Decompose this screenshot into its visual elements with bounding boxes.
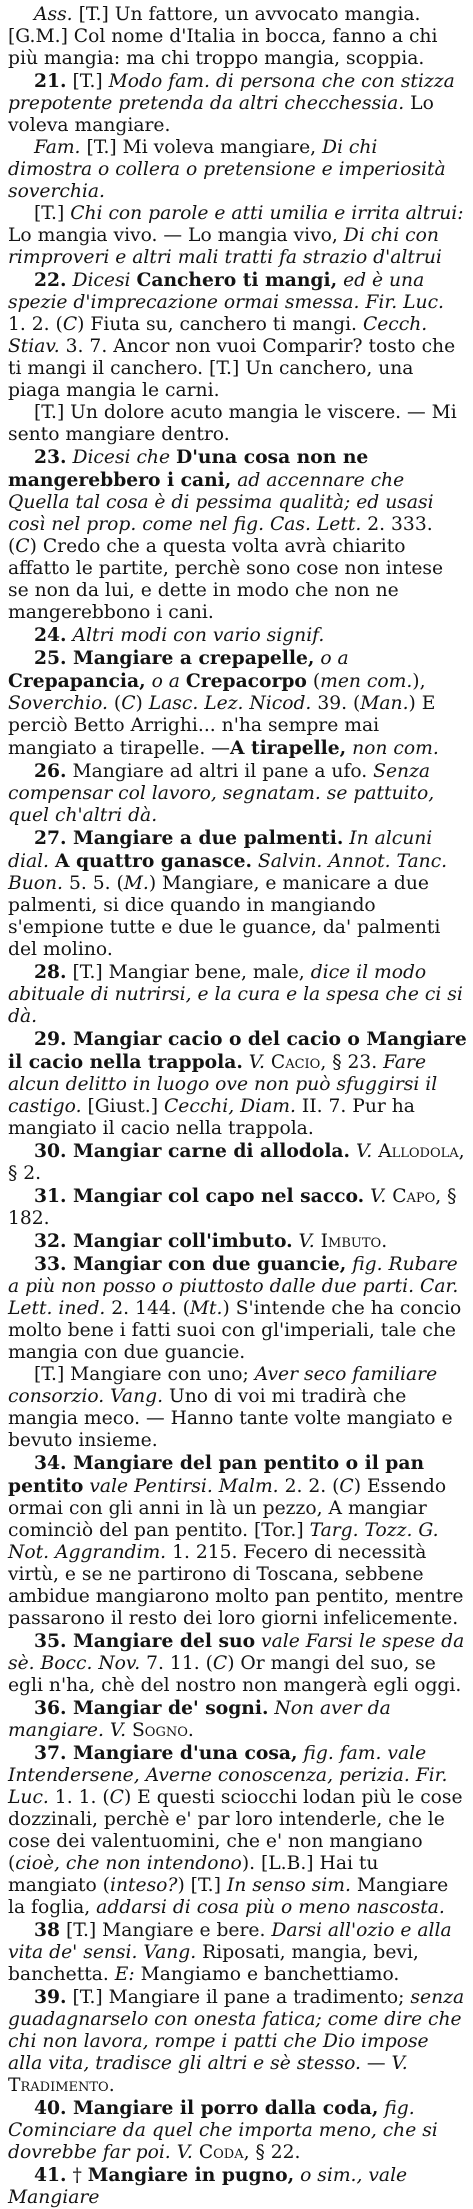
entry-paragraph: 32. Mangiar coll'imbuto. V. Imbuto.	[34, 1230, 388, 1252]
entry-paragraph: 38 [T.] Mangiare e bere. Darsi all'ozio e alla vita de' sensi. Vang. Riposati, mangia, bevi, banchetta. E: Mangiamo e banchettiamo.	[8, 1919, 452, 1985]
entry-paragraph: 28. [T.] Mangiar bene, male, dice il modo abituale di nutrirsi, e la cura e la spesa che ci si dà.	[8, 961, 463, 1027]
entry-paragraph: 21. [T.] Modo fam. di persona che con stizza prepotente pretenda da altri checchessia. Lo voleva mangiare.	[8, 70, 455, 136]
entry-paragraph: 22. Dicesi Canchero ti mangi, ed è una spezie d'imprecazione ormai smessa. Fir. Luc. 1. 2. (C) Fiuta su, canchero ti mangi. Cecch. Stiav. 3. 7. Ancor non vuoi Comparir? tosto che ti mangi il canchero. [T.] Un canchero, una piaga mangia le carni.	[8, 269, 456, 401]
entry-paragraph: 35. Mangiare del suo vale Farsi le spese da sè. Bocc. Nov. 7. 11. (C) Or mangi del suo, se egli n'ha, chè del nostro non mangerà egli oggi.	[8, 1630, 465, 1696]
entry-paragraph: Ass. [T.] Un fattore, un avvocato mangia. [G.M.] Col nome d'Italia in bocca, fanno a chi più mangia: ma chi troppo mangia, scoppia.	[8, 4, 438, 69]
entry-paragraph: 27. Mangiare a due palmenti. In alcuni dial. A quattro ganasce. Salvin. Annot. Tanc. Buon. 5. 5. (M.) Mangiare, e manicare a due palmenti, si dice quando in mangiando s'empione tutte e due le guance, da' palmenti del molino.	[8, 827, 448, 960]
entry-paragraph: 34. Mangiare del pan pentito o il pan pentito vale Pentirsi. Malm. 2. 2. (C) Essendo ormai con gli anni in là un pezzo, A mangiar cominciò del pan pentito. [Tor.] Targ. Tozz. G. Not. Aggrandim. 1. 215. Fecero di necessità virtù, e se ne partirono di Toscana, sebbene ambidue mangiarono molto pan pentito, mentre passarono il resto dei loro giorni infelicemente.	[8, 1452, 464, 1629]
entry-paragraph: 41. † Mangiare in pugno, o sim., vale Mangiare	[8, 2164, 408, 2208]
entry-paragraph: 40. Mangiare il porro dalla coda, fig. Cominciare da quel che importa meno, che si dovrebbe far poi. V. Coda, § 22.	[8, 2097, 438, 2163]
entry-paragraph: 29. Mangiar cacio o del cacio o Mangiare il cacio nella trappola. V. Cacio, § 23. Fare alcun delitto in luogo ove non può sfuggirsi il castigo. [Giust.] Cecchi, Diam. II. 7. Pur ha mangiato il cacio nella trappola.	[8, 1028, 467, 1139]
entry-paragraph: [T.] Un dolore acuto mangia le viscere. — Mi sento mangiare dentro.	[8, 402, 457, 445]
entry-paragraph: 24. Altri modi con vario signif.	[34, 624, 325, 646]
entry-paragraph: 26. Mangiare ad altri il pane a ufo. Senza compensar col lavoro, segnatam. se pattuito, quel ch'altri dà.	[8, 760, 435, 826]
entry-paragraph: 25. Mangiare a crepapelle, o a Crepapancia, o a Crepacorpo (men com.), Soverchio. (C) Lasc. Lez. Nicod. 39. (Man.) E perciò Betto Arrighi... n'ha sempre mai mangiato a tirapelle. —A tirapelle, non com.	[8, 647, 439, 759]
text-column	[8, 4, 467, 2209]
entry-paragraph: 31. Mangiar col capo nel sacco. V. Capo, § 182.	[8, 1185, 457, 1229]
entry-paragraph: [T.] Mangiare con uno; Aver seco familiare consorzio. Vang. Uno di voi mi tradirà che mangia meco. — Hanno tante volte mangiato e bevuto insieme.	[8, 1364, 453, 1451]
entry-paragraph: 37. Mangiare d'una cosa, fig. fam. vale Intendersene, Averne conoscenza, perizia. Fir. Luc. 1. 1. (C) E questi sciocchi lodan più le cose dozzinali, perchè e' par loro intenderle, che le cose dei valentuomini, che e' non mangiano (cioè, che non intendono). [L.B.] Hai tu mangiato (inteso?) [T.] In senso sim. Mangiare la foglia, addarsi di cosa più o meno nascosta.	[8, 1742, 463, 1918]
entry-paragraph: 39. [T.] Mangiare il pane a tradimento; senza guadagnarselo con onesta fatica; come dire che chi non lavora, rompe i patti che Dio impose alla vita, tradisce gli altri e sè stesso. — V. Tradimento.	[8, 1986, 465, 2096]
entry-paragraph: [T.] Chi con parole e atti umilia e irrita altrui: Lo mangia vivo. — Lo mangia vivo, Di chi con rimproveri e altri mali tratti fa strazio d'altrui	[8, 203, 464, 268]
entry-paragraph: 23. Dicesi che D'una cosa non ne mangerebbero i cani, ad accennare che Quella tal cosa è di pessima qualità; ed usasi così nel prop. come nel fig. Cas. Lett. 2. 333. (C) Credo che a questa volta avrà chiarito affatto le partite, perchè sono cose non intese se non da lui, e dette in modo che non ne mangerebbono i cani.	[8, 446, 444, 623]
entry-paragraph: Fam. [T.] Mi voleva mangiare, Di chi dimostra o collera o pretensione e imperiosità soverchia.	[8, 137, 446, 202]
entry-paragraph: 30. Mangiar carne di allodola. V. Allodola, § 2.	[8, 1140, 465, 1184]
entry-paragraph: 36. Mangiar de' sogni. Non aver da mangiare. V. Sogno.	[8, 1697, 391, 1741]
entry-paragraph: 33. Mangiar con due guancie, fig. Rubare a più non posso o piuttosto dalle due parti. Car. Lett. ined. 2. 144. (Mt.) S'intende che ha concio molto bene i fatti suoi con gl'imperiali, tale che mangia con due guancie.	[8, 1253, 462, 1363]
